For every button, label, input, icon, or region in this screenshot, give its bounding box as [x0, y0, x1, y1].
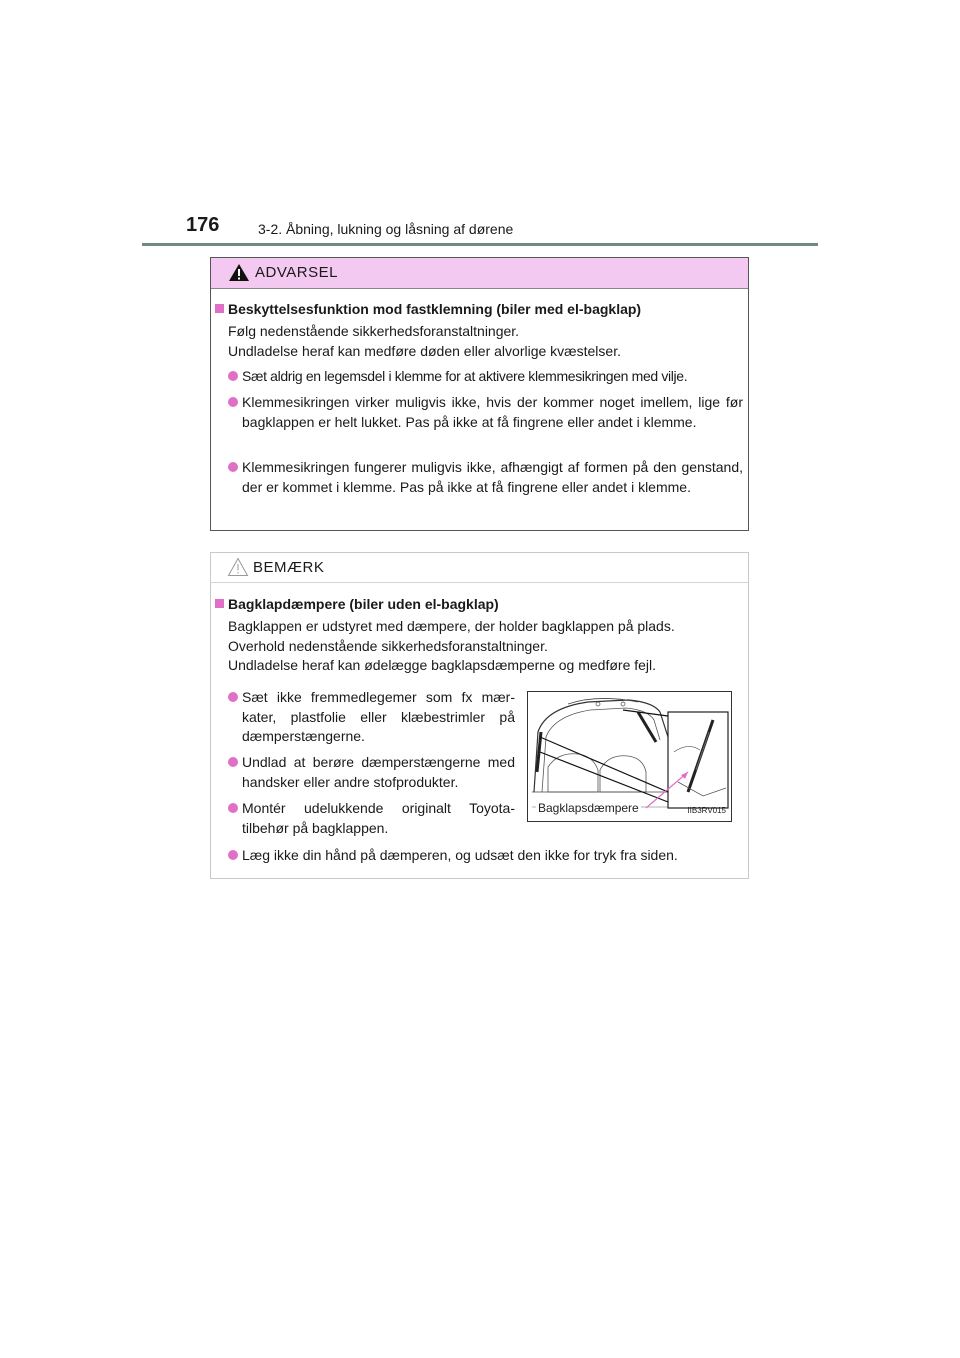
bullet-dot-icon: [228, 692, 238, 702]
note-bullet: Montér udelukkende originalt Toyota-tilbehør på bagklappen.: [228, 799, 515, 838]
warning-intro-1: Følg nedenstående sikkerhedsforanstaltninger.: [228, 323, 520, 339]
note-intro-1: Bagklappen er udstyret med dæmpere, der holder bagklappen på plads.: [228, 618, 675, 634]
note-label: BEMÆRK: [253, 559, 325, 576]
note-bullet: Undlad at berøre dæmperstængerne med handsker eller andre stofprodukter.: [228, 753, 515, 792]
note-box: [210, 552, 749, 879]
note-intro-2: Overhold nedenstående sikkerhedsforanstaltninger.: [228, 638, 548, 654]
square-bullet-icon: [215, 304, 224, 313]
warning-bullet: Sæt aldrig en legemsdel i klemme for at aktivere klemmesikringen med vilje.: [228, 367, 743, 387]
figure-caption: Bagklapsdæmpere: [538, 801, 639, 815]
note-intro-3: Undladelse heraf kan ødelægge bagklapsdæmperne og medføre fejl.: [228, 657, 657, 673]
bullet-dot-icon: [228, 850, 238, 860]
note-heading: Bagklapdæmpere (biler uden el-bagklap): [215, 596, 499, 612]
square-bullet-icon: [215, 599, 224, 608]
warning-box: [210, 257, 749, 531]
warning-bullet: Klemmesikringen virker muligvis ikke, hvis der kommer noget imellem, lige før bagklappen er helt lukket. Pas på ikke at få fingrene eller andet i klemme.: [228, 393, 743, 432]
caution-triangle-icon: [227, 557, 249, 582]
page-number: 176: [186, 214, 220, 236]
section-title: 3-2. Åbning, lukning og låsning af dørene: [258, 221, 514, 237]
note-header: [211, 553, 748, 583]
warning-triangle-icon: [228, 263, 250, 287]
warning-label: ADVARSEL: [255, 264, 338, 281]
figure-code: IIB3RV015: [687, 806, 726, 815]
bullet-dot-icon: [228, 803, 238, 813]
bullet-dot-icon: [228, 371, 238, 381]
bullet-dot-icon: [228, 397, 238, 407]
warning-intro-2: Undladelse heraf kan medføre døden eller alvorlige kvæstelser.: [228, 343, 621, 359]
tailgate-damper-figure: [527, 691, 732, 822]
warning-header: [211, 258, 748, 289]
note-bullet: Sæt ikke fremmedlegemer som fx mær-kater, plastfolie eller klæbestrimler på dæmperstængerne.: [228, 688, 515, 747]
bullet-dot-icon: [228, 462, 238, 472]
warning-heading: Beskyttelsesfunktion mod fastklemning (biler med el-bagklap): [215, 301, 641, 317]
header-rule: [142, 243, 818, 246]
note-bullet: Læg ikke din hånd på dæmperen, og udsæt den ikke for tryk fra siden.: [228, 846, 743, 866]
bullet-dot-icon: [228, 757, 238, 767]
warning-bullet: Klemmesikringen fungerer muligvis ikke, afhængigt af formen på den genstand, der er kommet i klemme. Pas på ikke at få fingrene eller andet i klemme.: [228, 458, 743, 497]
